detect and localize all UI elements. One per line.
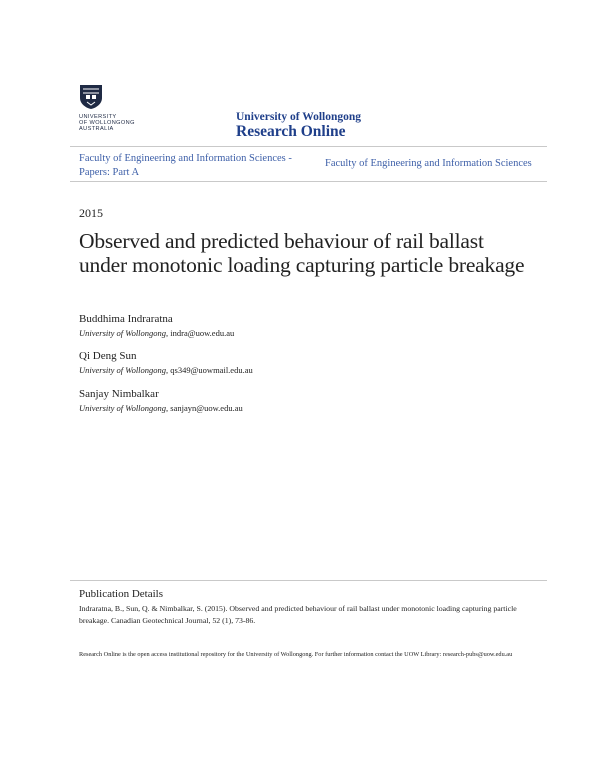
author-affiliation — [79, 328, 234, 338]
affiliation-text: University of Wollongong — [79, 403, 167, 413]
affiliation-text: University of Wollongong — [79, 328, 167, 338]
author-affiliation — [79, 403, 243, 413]
publication-year: 2015 — [79, 206, 103, 220]
author-name: Buddhima Indraratna — [79, 313, 173, 325]
repository-note: Research Online is the open access institutional repository for the University of Wollongong. For further information contact the UOW Library: research-pubs@uow.edu.au — [79, 651, 513, 658]
crest-icon — [79, 84, 103, 110]
logo-word: UNIVERSITY — [79, 114, 117, 120]
publication-details-text: Indraratna, B., Sun, Q. & Nimbalkar, S. (2015). Observed and predicted behaviour of rail ballast under monotonic loading capturing particle breakage. Canadian Geotechnical Journal, 52 (1), 73-86. — [79, 604, 517, 625]
author-name: Sanjay Nimbalkar — [79, 388, 159, 400]
author-email[interactable]: , indra@uow.edu.au — [166, 328, 235, 338]
author-email[interactable]: , qs349@uowmail.edu.au — [166, 365, 253, 375]
divider — [70, 181, 547, 182]
series-link[interactable]: Faculty of Engineering and Information Sciences - Papers: Part A — [79, 153, 292, 178]
logo-word: OF WOLLONGONG — [79, 120, 135, 126]
faculty-link[interactable]: Faculty of Engineering and Information Sciences — [325, 158, 532, 169]
uow-logo — [79, 84, 149, 136]
affiliation-text: University of Wollongong — [79, 365, 167, 375]
institution-name[interactable]: University of Wollongong — [236, 111, 362, 123]
paper-title: Observed and predicted behaviour of rail ballast under monotonic loading capturing particle breakage — [79, 229, 525, 277]
repository-name[interactable]: Research Online — [236, 123, 346, 140]
divider — [70, 580, 547, 581]
publication-details-heading: Publication Details — [79, 588, 164, 600]
author-email[interactable]: , sanjayn@uow.edu.au — [166, 403, 243, 413]
author-name: Qi Deng Sun — [79, 350, 137, 362]
author-affiliation — [79, 365, 253, 375]
logo-word: AUSTRALIA — [79, 126, 114, 132]
divider — [70, 146, 547, 147]
